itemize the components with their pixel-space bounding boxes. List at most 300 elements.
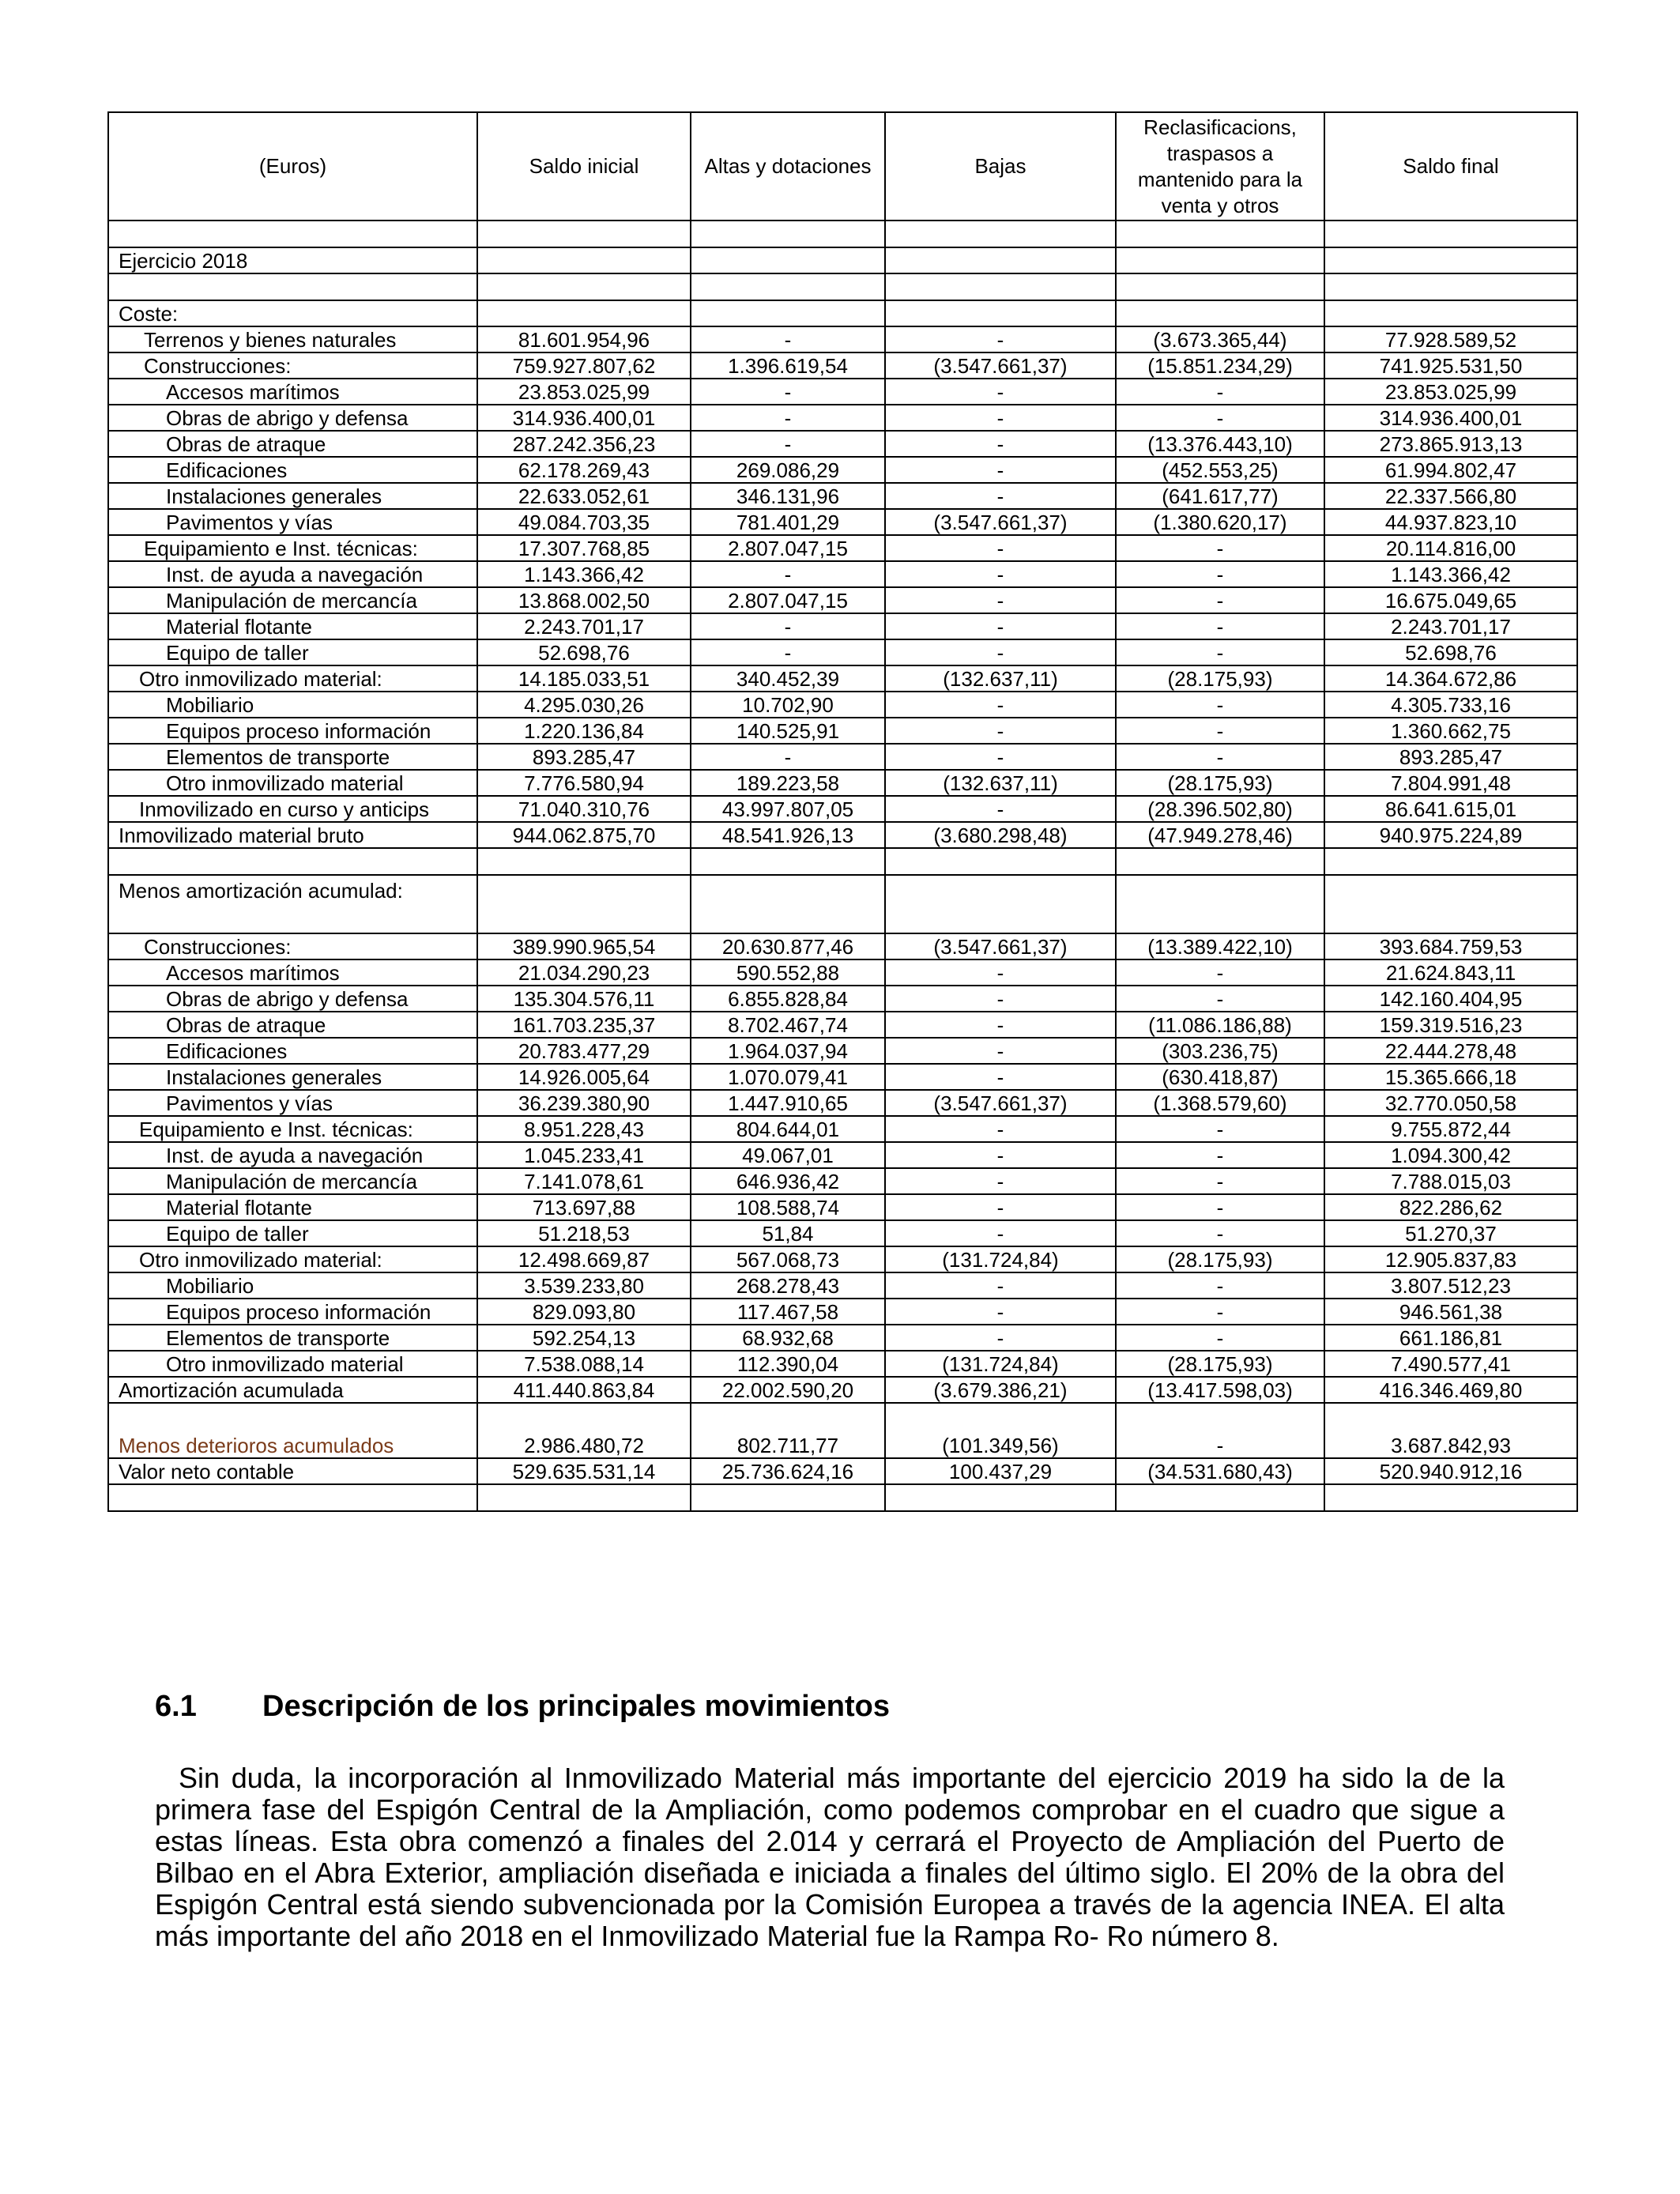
cell-value: 14.926.005,64 [477, 1064, 691, 1090]
cell-value: - [1116, 613, 1324, 639]
row-label: Obras de atraque [108, 1012, 477, 1038]
table-row [108, 1325, 1577, 1351]
cell-value: 52.698,76 [1324, 639, 1577, 665]
cell-value: (3.673.365,44) [1116, 326, 1324, 352]
table-row [108, 535, 1577, 561]
cell-value: 268.278,43 [691, 1272, 885, 1299]
cell-value: (132.637,11) [885, 665, 1116, 692]
cell-value: 161.703.235,37 [477, 1012, 691, 1038]
table-row [108, 1458, 1577, 1484]
cell-value: 25.736.624,16 [691, 1458, 885, 1484]
cell-value: 8.702.467,74 [691, 1012, 885, 1038]
cell-value: 314.936.400,01 [477, 405, 691, 431]
cell-value: 22.633.052,61 [477, 483, 691, 509]
cell-value [691, 273, 885, 300]
cell-value [1324, 1484, 1577, 1511]
row-label: Mobiliario [108, 1272, 477, 1299]
fixed-assets-table [107, 111, 1578, 1512]
cell-value: (3.679.386,21) [885, 1377, 1116, 1403]
cell-value: 3.539.233,80 [477, 1272, 691, 1299]
row-label: Valor neto contable [108, 1458, 477, 1484]
cell-value: - [1116, 744, 1324, 770]
cell-value: 12.905.837,83 [1324, 1246, 1577, 1272]
table-row [108, 1377, 1577, 1403]
cell-value: 781.401,29 [691, 509, 885, 535]
cell-value: 135.304.576,11 [477, 986, 691, 1012]
row-label: Obras de atraque [108, 431, 477, 457]
cell-value: 32.770.050,58 [1324, 1090, 1577, 1116]
table-row [108, 273, 1577, 300]
cell-value: 86.641.615,01 [1324, 796, 1577, 822]
cell-value: - [1116, 1168, 1324, 1194]
cell-value: - [885, 1012, 1116, 1038]
cell-value: - [885, 1142, 1116, 1168]
row-label: Equipo de taller [108, 1220, 477, 1246]
cell-value: - [1116, 1220, 1324, 1246]
cell-value: 520.940.912,16 [1324, 1458, 1577, 1484]
cell-value: 51.218,53 [477, 1220, 691, 1246]
table-row [108, 1116, 1577, 1142]
cell-value: 741.925.531,50 [1324, 352, 1577, 379]
row-label: Edificaciones [108, 1038, 477, 1064]
cell-value: 416.346.469,80 [1324, 1377, 1577, 1403]
table-row [108, 300, 1577, 326]
cell-value: (13.417.598,03) [1116, 1377, 1324, 1403]
row-label: Elementos de transporte [108, 1325, 477, 1351]
cell-value: 20.783.477,29 [477, 1038, 691, 1064]
cell-value: - [1116, 405, 1324, 431]
cell-value: 22.002.590,20 [691, 1377, 885, 1403]
cell-value [885, 300, 1116, 326]
table-row [108, 561, 1577, 587]
row-label: Edificaciones [108, 457, 477, 483]
cell-value: 802.711,77 [691, 1403, 885, 1458]
row-label: Obras de abrigo y defensa [108, 986, 477, 1012]
table-header-row [108, 112, 1577, 221]
row-label: Amortización acumulada [108, 1377, 477, 1403]
cell-value: 7.538.088,14 [477, 1351, 691, 1377]
cell-value: (452.553,25) [1116, 457, 1324, 483]
cell-value [691, 247, 885, 273]
cell-value: - [885, 613, 1116, 639]
cell-value: - [885, 639, 1116, 665]
column-header: Bajas [885, 112, 1116, 221]
cell-value: 940.975.224,89 [1324, 822, 1577, 848]
row-label: Instalaciones generales [108, 1064, 477, 1090]
cell-value: - [1116, 986, 1324, 1012]
cell-value [477, 247, 691, 273]
table-row [108, 744, 1577, 770]
cell-value: - [885, 1325, 1116, 1351]
cell-value: 159.319.516,23 [1324, 1012, 1577, 1038]
row-label: Otro inmovilizado material: [108, 1246, 477, 1272]
cell-value: - [1116, 1142, 1324, 1168]
row-label: Accesos marítimos [108, 959, 477, 986]
cell-value: 49.067,01 [691, 1142, 885, 1168]
table-row [108, 796, 1577, 822]
cell-value: (3.547.661,37) [885, 933, 1116, 959]
cell-value: 893.285,47 [477, 744, 691, 770]
row-label: Equipo de taller [108, 639, 477, 665]
cell-value [691, 848, 885, 875]
cell-value: (3.547.661,37) [885, 352, 1116, 379]
cell-value: 20.114.816,00 [1324, 535, 1577, 561]
cell-value [1324, 247, 1577, 273]
cell-value: - [1116, 535, 1324, 561]
cell-value: - [691, 561, 885, 587]
cell-value: 273.865.913,13 [1324, 431, 1577, 457]
cell-value: - [885, 535, 1116, 561]
cell-value: - [1116, 1194, 1324, 1220]
column-header: Reclasificacions, traspasos a mantenido para la venta y otros [1116, 112, 1324, 221]
cell-value: 44.937.823,10 [1324, 509, 1577, 535]
cell-value: 142.160.404,95 [1324, 986, 1577, 1012]
cell-value: 140.525,91 [691, 718, 885, 744]
cell-value: 21.624.843,11 [1324, 959, 1577, 986]
cell-value: - [885, 1168, 1116, 1194]
cell-value: - [691, 431, 885, 457]
cell-value: - [691, 326, 885, 352]
table-row [108, 326, 1577, 352]
row-label: Inst. de ayuda a navegación [108, 1142, 477, 1168]
cell-value: 1.447.910,65 [691, 1090, 885, 1116]
cell-value: (13.376.443,10) [1116, 431, 1324, 457]
row-label: Pavimentos y vías [108, 509, 477, 535]
cell-value: 1.070.079,41 [691, 1064, 885, 1090]
cell-value: 4.295.030,26 [477, 692, 691, 718]
cell-value: (132.637,11) [885, 770, 1116, 796]
cell-value: (3.680.298,48) [885, 822, 1116, 848]
cell-value [885, 848, 1116, 875]
cell-value: 7.141.078,61 [477, 1168, 691, 1194]
cell-value: 62.178.269,43 [477, 457, 691, 483]
cell-value: (28.175,93) [1116, 1246, 1324, 1272]
table-row [108, 1142, 1577, 1168]
cell-value: 7.776.580,94 [477, 770, 691, 796]
table-row [108, 1220, 1577, 1246]
cell-value: - [885, 986, 1116, 1012]
cell-value: 759.927.807,62 [477, 352, 691, 379]
table-row [108, 1299, 1577, 1325]
row-label: Inmovilizado material bruto [108, 822, 477, 848]
cell-value: (630.418,87) [1116, 1064, 1324, 1090]
cell-value: 713.697,88 [477, 1194, 691, 1220]
table-row [108, 1090, 1577, 1116]
cell-value [1324, 300, 1577, 326]
table-row [108, 1038, 1577, 1064]
section-heading [155, 1690, 890, 1724]
cell-value: 12.498.669,87 [477, 1246, 691, 1272]
cell-value: 4.305.733,16 [1324, 692, 1577, 718]
row-label: Equipos proceso información [108, 1299, 477, 1325]
cell-value: - [885, 561, 1116, 587]
table-row [108, 959, 1577, 986]
cell-value: - [885, 1194, 1116, 1220]
cell-value: 23.853.025,99 [477, 379, 691, 405]
cell-value: (11.086.186,88) [1116, 1012, 1324, 1038]
cell-value: (15.851.234,29) [1116, 352, 1324, 379]
cell-value: - [885, 587, 1116, 613]
row-label: Menos deterioros acumulados [108, 1403, 477, 1458]
cell-value: 314.936.400,01 [1324, 405, 1577, 431]
cell-value: 1.045.233,41 [477, 1142, 691, 1168]
cell-value [477, 300, 691, 326]
cell-value [885, 875, 1116, 933]
cell-value: 590.552,88 [691, 959, 885, 986]
cell-value: 108.588,74 [691, 1194, 885, 1220]
row-label: Construcciones: [108, 352, 477, 379]
cell-value: - [885, 405, 1116, 431]
cell-value: (101.349,56) [885, 1403, 1116, 1458]
cell-value: 269.086,29 [691, 457, 885, 483]
cell-value: 49.084.703,35 [477, 509, 691, 535]
cell-value: 567.068,73 [691, 1246, 885, 1272]
cell-value: 1.360.662,75 [1324, 718, 1577, 744]
table-row [108, 379, 1577, 405]
cell-value [1324, 273, 1577, 300]
body-paragraph: Sin duda, la incorporación al Inmovilizado Material más importante del ejercicio 2019 ha sido la de la primera fase del Espigón Central de la Ampliación, como podemos comprobar en el cuadro que sigue a estas líneas. Esta obra comenzó a finales del 2.014 y cerrará el Proyecto de Ampliación del Puerto de Bilbao en el Abra Exterior, ampliación diseñada e iniciada a finales del último siglo. El 20% de la obra del Espigón Central está siendo subvencionada por la Comisión Europea a través de la agencia INEA. El alta más importante del año 2018 en el Inmovilizado Material fue la Rampa Ro- Ro número 8. [155, 1762, 1505, 1952]
cell-value: (131.724,84) [885, 1351, 1116, 1377]
row-label: Equipamiento e Inst. técnicas: [108, 535, 477, 561]
cell-value: - [1116, 561, 1324, 587]
cell-value: 661.186,81 [1324, 1325, 1577, 1351]
cell-value [1116, 875, 1324, 933]
cell-value: 3.687.842,93 [1324, 1403, 1577, 1458]
cell-value: - [1116, 1299, 1324, 1325]
table-row [108, 1064, 1577, 1090]
cell-value: 51.270,37 [1324, 1220, 1577, 1246]
cell-value [477, 875, 691, 933]
cell-value: (303.236,75) [1116, 1038, 1324, 1064]
cell-value: 829.093,80 [477, 1299, 691, 1325]
cell-value: 8.951.228,43 [477, 1116, 691, 1142]
cell-value: - [1116, 1403, 1324, 1458]
row-label: Construcciones: [108, 933, 477, 959]
table-row [108, 986, 1577, 1012]
cell-value: 51,84 [691, 1220, 885, 1246]
cell-value: - [691, 744, 885, 770]
table-row [108, 665, 1577, 692]
cell-value [1116, 273, 1324, 300]
table-row [108, 483, 1577, 509]
row-label: Mobiliario [108, 692, 477, 718]
table-row [108, 405, 1577, 431]
table-row [108, 933, 1577, 959]
cell-value: 7.788.015,03 [1324, 1168, 1577, 1194]
cell-value: - [885, 1299, 1116, 1325]
cell-value: 944.062.875,70 [477, 822, 691, 848]
cell-value: - [1116, 959, 1324, 986]
cell-value [477, 1484, 691, 1511]
table-row [108, 1168, 1577, 1194]
cell-value: 16.675.049,65 [1324, 587, 1577, 613]
cell-value: 71.040.310,76 [477, 796, 691, 822]
cell-value: 6.855.828,84 [691, 986, 885, 1012]
row-label: Elementos de transporte [108, 744, 477, 770]
cell-value: - [885, 1220, 1116, 1246]
cell-value: 287.242.356,23 [477, 431, 691, 457]
cell-value: - [885, 692, 1116, 718]
cell-value: - [1116, 718, 1324, 744]
row-label: Otro inmovilizado material [108, 770, 477, 796]
cell-value: 7.804.991,48 [1324, 770, 1577, 796]
cell-value: 48.541.926,13 [691, 822, 885, 848]
cell-value: 646.936,42 [691, 1168, 885, 1194]
row-label: Material flotante [108, 1194, 477, 1220]
row-label: Coste: [108, 300, 477, 326]
column-header: Saldo final [1324, 112, 1577, 221]
cell-value: (1.368.579,60) [1116, 1090, 1324, 1116]
row-label: Manipulación de mercancía [108, 1168, 477, 1194]
cell-value: 20.630.877,46 [691, 933, 885, 959]
table-row [108, 1194, 1577, 1220]
cell-value: (3.547.661,37) [885, 1090, 1116, 1116]
cell-value: 804.644,01 [691, 1116, 885, 1142]
row-label: Inmovilizado en curso y anticips [108, 796, 477, 822]
cell-value: - [885, 1038, 1116, 1064]
row-label: Equipos proceso información [108, 718, 477, 744]
cell-value: - [1116, 1325, 1324, 1351]
table-row [108, 1272, 1577, 1299]
cell-value [477, 221, 691, 247]
cell-value: 15.365.666,18 [1324, 1064, 1577, 1090]
cell-value: - [885, 379, 1116, 405]
table-row [108, 718, 1577, 744]
cell-value: 1.094.300,42 [1324, 1142, 1577, 1168]
table-row [108, 457, 1577, 483]
row-label: Pavimentos y vías [108, 1090, 477, 1116]
cell-value: 411.440.863,84 [477, 1377, 691, 1403]
cell-value: 2.807.047,15 [691, 587, 885, 613]
cell-value: 2.986.480,72 [477, 1403, 691, 1458]
cell-value [691, 221, 885, 247]
cell-value [885, 247, 1116, 273]
cell-value: 117.467,58 [691, 1299, 885, 1325]
row-label: Terrenos y bienes naturales [108, 326, 477, 352]
cell-value: 946.561,38 [1324, 1299, 1577, 1325]
column-header: Saldo inicial [477, 112, 691, 221]
cell-value: 36.239.380,90 [477, 1090, 691, 1116]
cell-value: 2.243.701,17 [1324, 613, 1577, 639]
table-row [108, 509, 1577, 535]
row-label: Otro inmovilizado material: [108, 665, 477, 692]
cell-value [1324, 221, 1577, 247]
table-row [108, 875, 1577, 933]
cell-value: - [885, 718, 1116, 744]
cell-value: 10.702,90 [691, 692, 885, 718]
cell-value: 189.223,58 [691, 770, 885, 796]
cell-value: - [885, 1064, 1116, 1090]
cell-value: 17.307.768,85 [477, 535, 691, 561]
cell-value [691, 875, 885, 933]
table-row [108, 692, 1577, 718]
cell-value: 21.034.290,23 [477, 959, 691, 986]
row-label: Material flotante [108, 613, 477, 639]
cell-value: 23.853.025,99 [1324, 379, 1577, 405]
cell-value: - [1116, 639, 1324, 665]
cell-value [1324, 848, 1577, 875]
cell-value: - [885, 326, 1116, 352]
cell-value: - [691, 613, 885, 639]
row-label: Accesos marítimos [108, 379, 477, 405]
cell-value: 22.337.566,80 [1324, 483, 1577, 509]
cell-value: - [885, 1116, 1116, 1142]
cell-value: 529.635.531,14 [477, 1458, 691, 1484]
cell-value: 43.997.807,05 [691, 796, 885, 822]
cell-value: 22.444.278,48 [1324, 1038, 1577, 1064]
cell-value: (34.531.680,43) [1116, 1458, 1324, 1484]
cell-value [1324, 875, 1577, 933]
row-label: Obras de abrigo y defensa [108, 405, 477, 431]
cell-value: 112.390,04 [691, 1351, 885, 1377]
cell-value: (28.175,93) [1116, 665, 1324, 692]
table-row [108, 587, 1577, 613]
cell-value [885, 221, 1116, 247]
cell-value: - [885, 1272, 1116, 1299]
cell-value: (131.724,84) [885, 1246, 1116, 1272]
cell-value: (28.175,93) [1116, 770, 1324, 796]
cell-value: 1.143.366,42 [1324, 561, 1577, 587]
cell-value: - [885, 457, 1116, 483]
cell-value: 1.220.136,84 [477, 718, 691, 744]
cell-value: - [1116, 587, 1324, 613]
cell-value [691, 1484, 885, 1511]
cell-value: 822.286,62 [1324, 1194, 1577, 1220]
row-label: Manipulación de mercancía [108, 587, 477, 613]
cell-value: 81.601.954,96 [477, 326, 691, 352]
cell-value: - [885, 744, 1116, 770]
table-row [108, 1246, 1577, 1272]
cell-value: 893.285,47 [1324, 744, 1577, 770]
cell-value: (28.396.502,80) [1116, 796, 1324, 822]
cell-value: - [885, 796, 1116, 822]
cell-value: (28.175,93) [1116, 1351, 1324, 1377]
cell-value: - [1116, 379, 1324, 405]
cell-value [1116, 221, 1324, 247]
table-row [108, 613, 1577, 639]
cell-value: - [691, 639, 885, 665]
cell-value [1116, 1484, 1324, 1511]
cell-value: 9.755.872,44 [1324, 1116, 1577, 1142]
cell-value: 389.990.965,54 [477, 933, 691, 959]
table-row [108, 1012, 1577, 1038]
section-title: Descripción de los principales movimientos [262, 1690, 891, 1723]
cell-value: (1.380.620,17) [1116, 509, 1324, 535]
cell-value [885, 273, 1116, 300]
table-row [108, 770, 1577, 796]
column-header: (Euros) [108, 112, 477, 221]
cell-value: 77.928.589,52 [1324, 326, 1577, 352]
row-label: Otro inmovilizado material [108, 1351, 477, 1377]
row-label [108, 221, 477, 247]
cell-value: 592.254,13 [477, 1325, 691, 1351]
cell-value: 68.932,68 [691, 1325, 885, 1351]
table-row [108, 431, 1577, 457]
cell-value [1116, 300, 1324, 326]
cell-value [1116, 848, 1324, 875]
cell-value [691, 300, 885, 326]
cell-value: - [691, 379, 885, 405]
table-row [108, 221, 1577, 247]
cell-value: - [691, 405, 885, 431]
cell-value: 14.185.033,51 [477, 665, 691, 692]
cell-value: 7.490.577,41 [1324, 1351, 1577, 1377]
cell-value: - [885, 431, 1116, 457]
row-label: Instalaciones generales [108, 483, 477, 509]
row-label [108, 273, 477, 300]
cell-value [477, 848, 691, 875]
cell-value: 3.807.512,23 [1324, 1272, 1577, 1299]
